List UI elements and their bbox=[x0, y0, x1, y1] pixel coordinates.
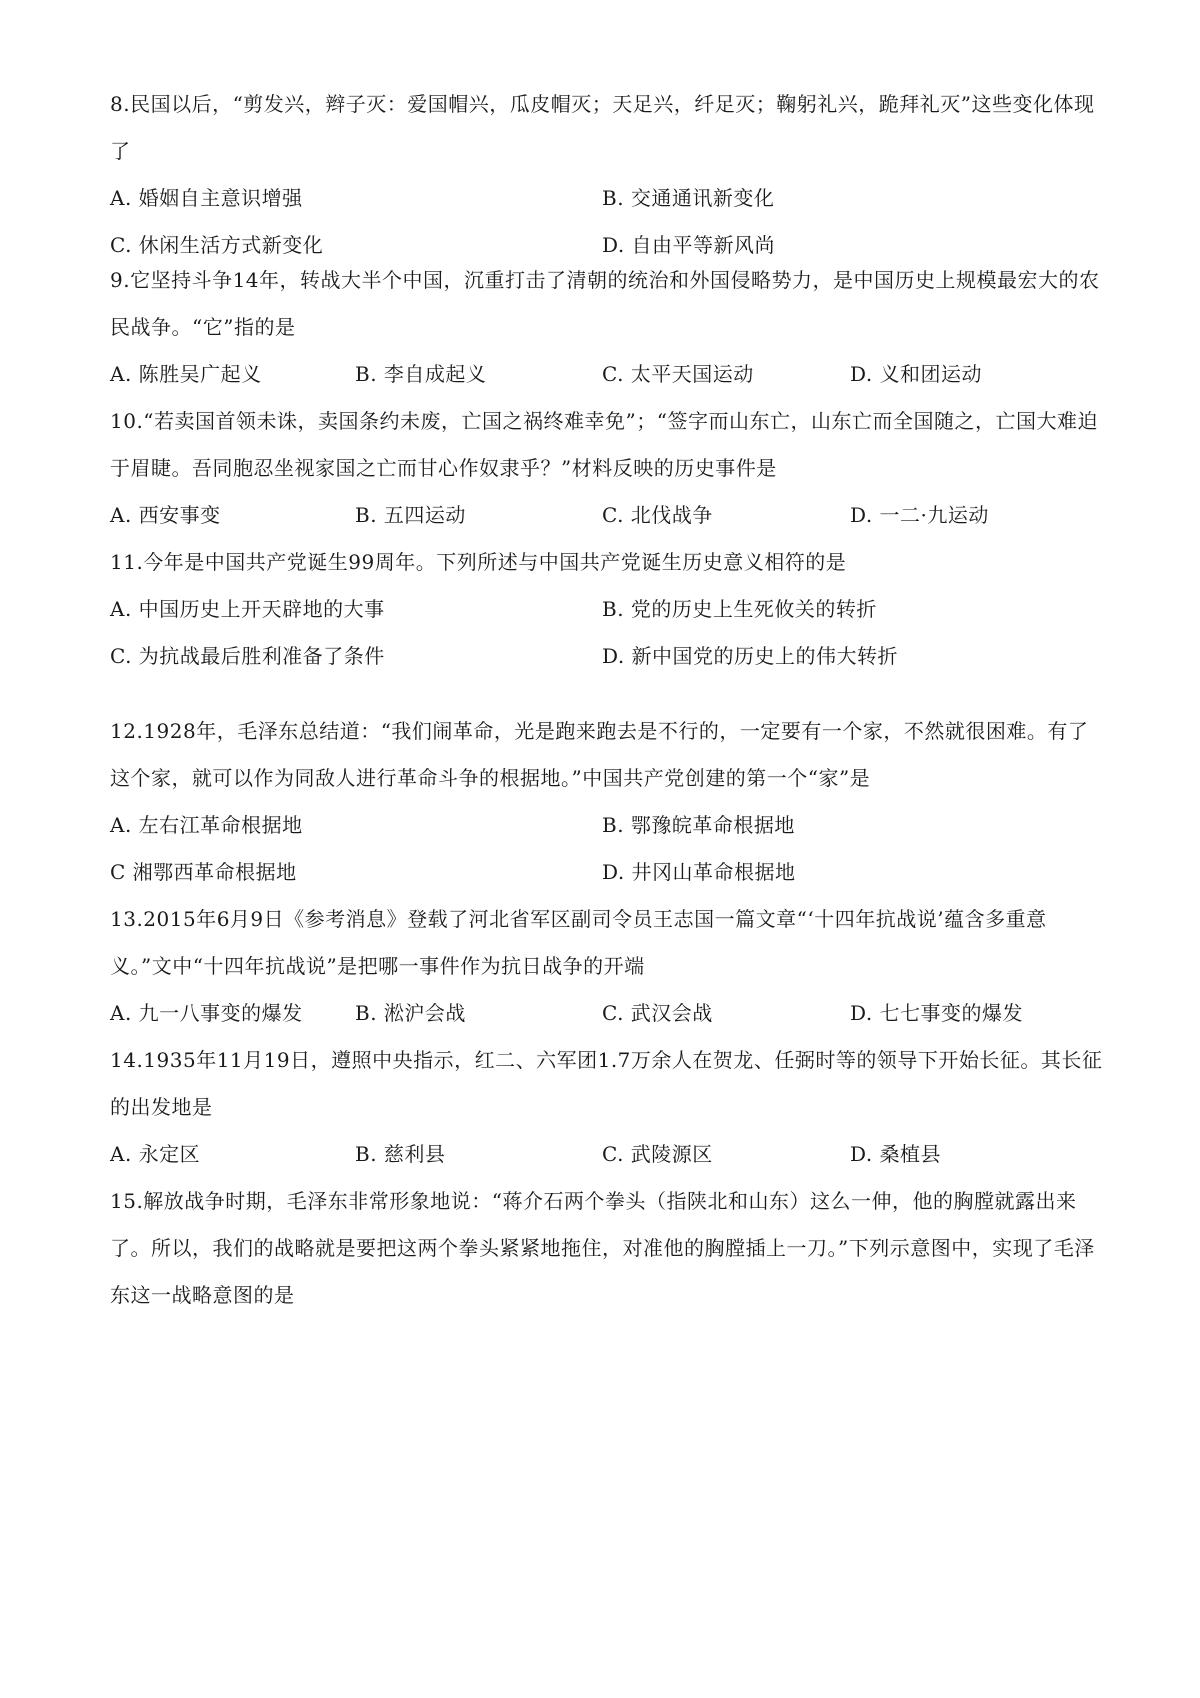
question-stem: 13.2015年6月9日《参考消息》登载了河北省军区副司令员王志国一篇文章“‘十四年抗战说’蕴含多重意义。”文中“十四年抗战说”是把哪一事件作为抗日战争的开端 bbox=[110, 907, 1047, 978]
question-stem: 9.它坚持斗争14年，转战大半个中国，沉重打击了清朝的统治和外国侵略势力，是中国历史上规模最宏大的农民战争。“它”指的是 bbox=[110, 268, 1100, 339]
options-row bbox=[110, 351, 1105, 398]
option-d: D. 自由平等新风尚 bbox=[602, 233, 776, 257]
option-c: C. 武汉会战 bbox=[602, 1001, 713, 1025]
question-stem: 11.今年是中国共产党诞生99周年。下列所述与中国共产党诞生历史意义相符的是 bbox=[110, 550, 847, 574]
option-b: B. 鄂豫皖革命根据地 bbox=[602, 813, 795, 837]
options-row bbox=[110, 633, 1105, 680]
question-stem: 10.“若卖国首领未诛，卖国条约未废，亡国之祸终难幸免”；“签字而山东亡，山东亡而全国随之，亡国大难迫于眉睫。吾同胞忍坐视家国之亡而甘心作奴隶乎？”材料反映的历史事件是 bbox=[110, 409, 1098, 480]
option-b: B. 淞沪会战 bbox=[355, 1001, 466, 1025]
option-b: B. 五四运动 bbox=[355, 503, 466, 527]
option-c: C. 武陵源区 bbox=[602, 1142, 713, 1166]
option-d: D. 一二·九运动 bbox=[850, 503, 989, 527]
options-row bbox=[110, 492, 1105, 539]
option-d: D. 新中国党的历史上的伟大转折 bbox=[602, 644, 899, 668]
question-8 bbox=[110, 81, 1105, 269]
question-14 bbox=[110, 1037, 1105, 1178]
options-row bbox=[110, 1131, 1105, 1178]
options-row bbox=[110, 849, 1105, 896]
option-d: D. 义和团运动 bbox=[850, 362, 983, 386]
option-d: D. 七七事变的爆发 bbox=[850, 1001, 1024, 1025]
option-a: A. 左右江革命根据地 bbox=[110, 813, 303, 837]
option-b: B. 慈利县 bbox=[355, 1142, 446, 1166]
option-a: A. 西安事变 bbox=[110, 503, 221, 527]
option-b: B. 交通通讯新变化 bbox=[602, 186, 775, 210]
question-stem: 8.民国以后，“剪发兴，辫子灭：爱国帽兴，瓜皮帽灭；天足兴，纤足灭；鞠躬礼兴，跪拜礼灭”这些变化体现了 bbox=[110, 92, 1095, 163]
option-c: C. 太平天国运动 bbox=[602, 362, 754, 386]
option-d: D. 桑植县 bbox=[850, 1142, 942, 1166]
option-a: A. 陈胜吴广起义 bbox=[110, 362, 262, 386]
question-stem: 12.1928年，毛泽东总结道：“我们闹革命，光是跑来跑去是不行的，一定要有一个家，不然就很困难。有了这个家，就可以作为同敌人进行革命斗争的根据地。”中国共产党创建的第一个“家”是 bbox=[110, 719, 1089, 790]
question-stem: 14.1935年11月19日，遵照中央指示，红二、六军团1.7万余人在贺龙、任弼时等的领导下开始长征。其长征的出发地是 bbox=[110, 1048, 1103, 1119]
option-c: C. 为抗战最后胜利准备了条件 bbox=[110, 644, 385, 668]
question-10 bbox=[110, 398, 1105, 539]
option-c: C 湘鄂西革命根据地 bbox=[110, 860, 297, 884]
options-row bbox=[110, 802, 1105, 849]
option-a: A. 九一八事变的爆发 bbox=[110, 1001, 303, 1025]
option-b: B. 李自成起义 bbox=[355, 362, 487, 386]
options-row bbox=[110, 175, 1105, 222]
option-c: C. 休闲生活方式新变化 bbox=[110, 233, 324, 257]
option-a: A. 中国历史上开天辟地的大事 bbox=[110, 597, 385, 621]
option-d: D. 井冈山革命根据地 bbox=[602, 860, 796, 884]
option-c: C. 北伐战争 bbox=[602, 503, 713, 527]
option-b: B. 党的历史上生死攸关的转折 bbox=[602, 597, 877, 621]
options-row bbox=[110, 990, 1105, 1037]
options-row bbox=[110, 586, 1105, 633]
question-13 bbox=[110, 896, 1105, 1037]
question-12 bbox=[110, 708, 1105, 896]
question-11 bbox=[110, 539, 1105, 680]
question-15 bbox=[110, 1178, 1105, 1319]
option-a: A. 永定区 bbox=[110, 1142, 201, 1166]
question-stem: 15.解放战争时期，毛泽东非常形象地说：“蒋介石两个拳头（指陕北和山东）这么一伸，他的胸膛就露出来了。所以，我们的战略就是要把这两个拳头紧紧地拖住，对准他的胸膛插上一刀。”下列示意图中，实现了毛泽东这一战略意图的是 bbox=[110, 1189, 1095, 1307]
option-a: A. 婚姻自主意识增强 bbox=[110, 186, 303, 210]
question-9 bbox=[110, 257, 1105, 398]
